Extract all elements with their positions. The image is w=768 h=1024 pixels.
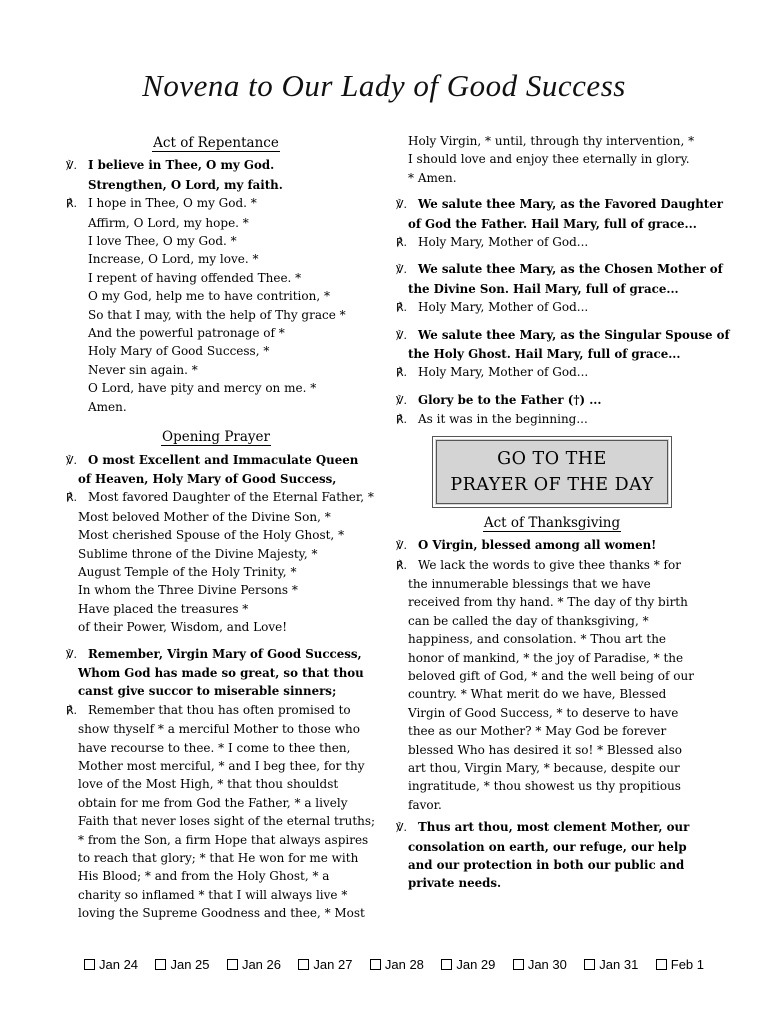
- response-line: ℟. We lack the words to give thee thanks * for: [396, 556, 708, 575]
- response-line: to reach that glory; * that He won for me with: [78, 851, 359, 866]
- response-line: I love Thee, O my God. *: [88, 234, 237, 249]
- response-line: August Temple of the Holy Trinity, *: [78, 564, 297, 579]
- repentance-response: [66, 194, 366, 416]
- response-line: I should love and enjoy thee eternally in glory.: [408, 152, 690, 167]
- response-line: ingratitude, * thou showest us thy propitious: [408, 779, 681, 794]
- date-checkbox-jan-24[interactable]: Jan 24: [84, 957, 138, 972]
- response-marker: ℟.: [396, 558, 408, 572]
- versicle-line: of God the Father. Hail Mary, full of grace...: [408, 216, 697, 231]
- response-line: Have placed the treasures *: [78, 601, 249, 616]
- versicle-line: the Holy Ghost. Hail Mary, full of grace...: [408, 347, 681, 362]
- response-line: His Blood; * and from the Holy Ghost, * a: [78, 869, 330, 884]
- response-line: Mother most merciful, * and I beg thee, for thy: [78, 759, 365, 773]
- response-line: ℟. Most favored Daughter of the Eternal Father, *: [66, 488, 366, 507]
- versicle-line: Whom God has made so great, so that thou: [78, 665, 364, 680]
- response-line: Never sin again. *: [88, 362, 198, 377]
- response-line: ℟. Holy Mary, Mother of God...: [396, 233, 708, 252]
- versicle-line: canst give succor to miserable sinners;: [78, 684, 337, 699]
- date-checkbox-jan-25[interactable]: Jan 25: [155, 957, 209, 972]
- response-marker: ℟.: [396, 236, 408, 250]
- date-checklist: [84, 957, 704, 972]
- versicle-line: ℣. We salute thee Mary, as the Chosen Mother of: [396, 260, 708, 279]
- checkbox-square-icon[interactable]: [513, 959, 524, 970]
- versicle-line: and our protection in both our public and: [408, 858, 685, 872]
- response-line: thee as our Mother? * May God be forever: [408, 724, 667, 739]
- versicle-line: ℣. O most Excellent and Immaculate Queen: [66, 451, 366, 470]
- response-line: of their Power, Wisdom, and Love!: [78, 620, 288, 635]
- versicle-line: the Divine Son. Hail Mary, full of grace...: [408, 281, 679, 296]
- date-checkbox-jan-29[interactable]: Jan 29: [441, 957, 495, 972]
- versicle-marker: ℣.: [66, 647, 78, 661]
- versicle-line: ℣. We salute thee Mary, as the Favored Daughter: [396, 195, 708, 214]
- response-line: show thyself * a merciful Mother to those who: [78, 722, 360, 737]
- versicle-marker: ℣.: [396, 393, 408, 407]
- response-marker: ℟.: [66, 491, 78, 505]
- response-line: * Amen.: [408, 170, 457, 185]
- versicle-marker: ℣.: [66, 159, 78, 173]
- response-marker: ℟.: [396, 366, 408, 380]
- checkbox-square-icon[interactable]: [370, 959, 381, 970]
- versicle-line: Strengthen, O Lord, my faith.: [88, 177, 283, 192]
- response-marker: ℟.: [66, 197, 78, 211]
- response-line: received from thy hand. * The day of thy birth: [408, 595, 688, 610]
- right-column: [396, 132, 730, 893]
- response-line: Amen.: [88, 399, 127, 414]
- checkbox-square-icon[interactable]: [441, 959, 452, 970]
- prayer-of-the-day-box: [436, 440, 668, 504]
- checkbox-square-icon[interactable]: [298, 959, 309, 970]
- versicle-line: private needs.: [408, 876, 502, 891]
- response-line: have recourse to thee. * I come to thee then,: [78, 740, 351, 755]
- response-line: obtain for me from God the Father, * a lively: [78, 795, 348, 810]
- versicle-line: ℣. Glory be to the Father (†) ...: [396, 391, 708, 410]
- response-line: honor of mankind, * the joy of Paradise, * the: [408, 650, 684, 665]
- response-line: charity so inflamed * that I will always live *: [78, 887, 348, 902]
- date-checkbox-jan-27[interactable]: Jan 27: [298, 957, 352, 972]
- response-line: ℟. As it was in the beginning...: [396, 410, 708, 429]
- response-line: ℟. Remember that thou has often promised to: [66, 701, 366, 720]
- response-line: O my God, help me to have contrition, *: [88, 289, 330, 304]
- response-line: happiness, and consolation. * Thou art the: [408, 632, 667, 647]
- response-line: O Lord, have pity and mercy on me. *: [88, 381, 317, 396]
- prayer-box-line1: GO TO THE: [497, 448, 607, 469]
- response-line: can be called the day of thanksgiving, *: [408, 613, 649, 628]
- versicle-marker: ℣.: [396, 263, 408, 277]
- response-line: Most beloved Mother of the Divine Son, *: [78, 509, 331, 524]
- response-line: Faith that never loses sight of the eternal truths;: [78, 814, 376, 829]
- versicle-marker: ℣.: [396, 198, 408, 212]
- response-line: I repent of having offended Thee. *: [88, 270, 302, 285]
- response-line: favor.: [408, 797, 442, 812]
- response-line: beloved gift of God, * and the well being of our: [408, 668, 694, 683]
- response-marker: ℟.: [396, 301, 408, 315]
- response-marker: ℟.: [396, 413, 408, 427]
- left-column: [66, 134, 376, 923]
- response-line: ℟. I hope in Thee, O my God. *: [66, 194, 366, 213]
- response-line: * from the Son, a firm Hope that always aspires: [78, 832, 369, 847]
- page-title: Novena to Our Lady of Good Success: [142, 68, 626, 103]
- response-line: So that I may, with the help of Thy grace *: [88, 307, 346, 322]
- date-checkbox-feb-1[interactable]: Feb 1: [656, 957, 704, 972]
- response-line: the innumerable blessings that we have: [408, 576, 651, 591]
- response-line: Increase, O Lord, my love. *: [88, 252, 259, 267]
- prayer-box-line2: PRAYER OF THE DAY: [450, 474, 654, 495]
- versicle-marker: ℣.: [396, 821, 408, 835]
- versicle-marker: ℣.: [396, 539, 408, 553]
- date-checkbox-jan-26[interactable]: Jan 26: [227, 957, 281, 972]
- response-line: love of the Most High, * that thou shouldst: [78, 777, 339, 792]
- versicle-marker: ℣.: [396, 328, 408, 342]
- section-heading-opening: Opening Prayer: [162, 429, 270, 446]
- checkbox-square-icon[interactable]: [155, 959, 166, 970]
- checkbox-square-icon[interactable]: [84, 959, 95, 970]
- response-marker: ℟.: [66, 703, 78, 717]
- checkbox-square-icon[interactable]: [656, 959, 667, 970]
- versicle-line: consolation on earth, our refuge, our help: [408, 839, 687, 854]
- response-line: And the powerful patronage of *: [88, 326, 285, 341]
- response-line: Holy Mary of Good Success, *: [88, 344, 270, 359]
- response-line: art thou, Virgin Mary, * because, despite our: [408, 760, 680, 775]
- response-line: ℟. Holy Mary, Mother of God...: [396, 298, 708, 317]
- versicle-line: of Heaven, Holy Mary of Good Success,: [78, 471, 337, 486]
- response-line: In whom the Three Divine Persons *: [78, 583, 298, 598]
- section-heading-thanksgiving: Act of Thanksgiving: [483, 514, 621, 531]
- response-line: Affirm, O Lord, my hope. *: [88, 215, 249, 230]
- versicle-marker: ℣.: [66, 453, 78, 467]
- response-line: blessed Who has desired it so! * Blessed also: [408, 742, 682, 757]
- date-checkbox-jan-31[interactable]: Jan 31: [584, 957, 638, 972]
- response-line: Most cherished Spouse of the Holy Ghost, *: [78, 528, 345, 543]
- date-checkbox-jan-28[interactable]: Jan 28: [370, 957, 424, 972]
- versicle-line: ℣. We salute thee Mary, as the Singular Spouse of: [396, 326, 708, 345]
- response-line: country. * What merit do we have, Blessed: [408, 687, 667, 702]
- versicle-line: ℣. I believe in Thee, O my God.: [66, 156, 366, 175]
- versicle-line: ℣. Thus art thou, most clement Mother, our: [396, 818, 708, 837]
- checkbox-square-icon[interactable]: [584, 959, 595, 970]
- versicle-line: ℣. Remember, Virgin Mary of Good Success,: [66, 645, 366, 664]
- response-line: Sublime throne of the Divine Majesty, *: [78, 546, 318, 561]
- response-line: Virgin of Good Success, * to deserve to have: [408, 705, 679, 720]
- response-line: Holy Virgin, * until, through thy intervention, *: [408, 134, 695, 148]
- response-line: ℟. Holy Mary, Mother of God...: [396, 363, 708, 382]
- versicle-line: ℣. O Virgin, blessed among all women!: [396, 536, 708, 555]
- date-checkbox-jan-30[interactable]: Jan 30: [513, 957, 567, 972]
- section-heading-repentance: Act of Repentance: [153, 135, 279, 151]
- response-line: loving the Supreme Goodness and thee, * Most: [78, 906, 365, 921]
- checkbox-square-icon[interactable]: [227, 959, 238, 970]
